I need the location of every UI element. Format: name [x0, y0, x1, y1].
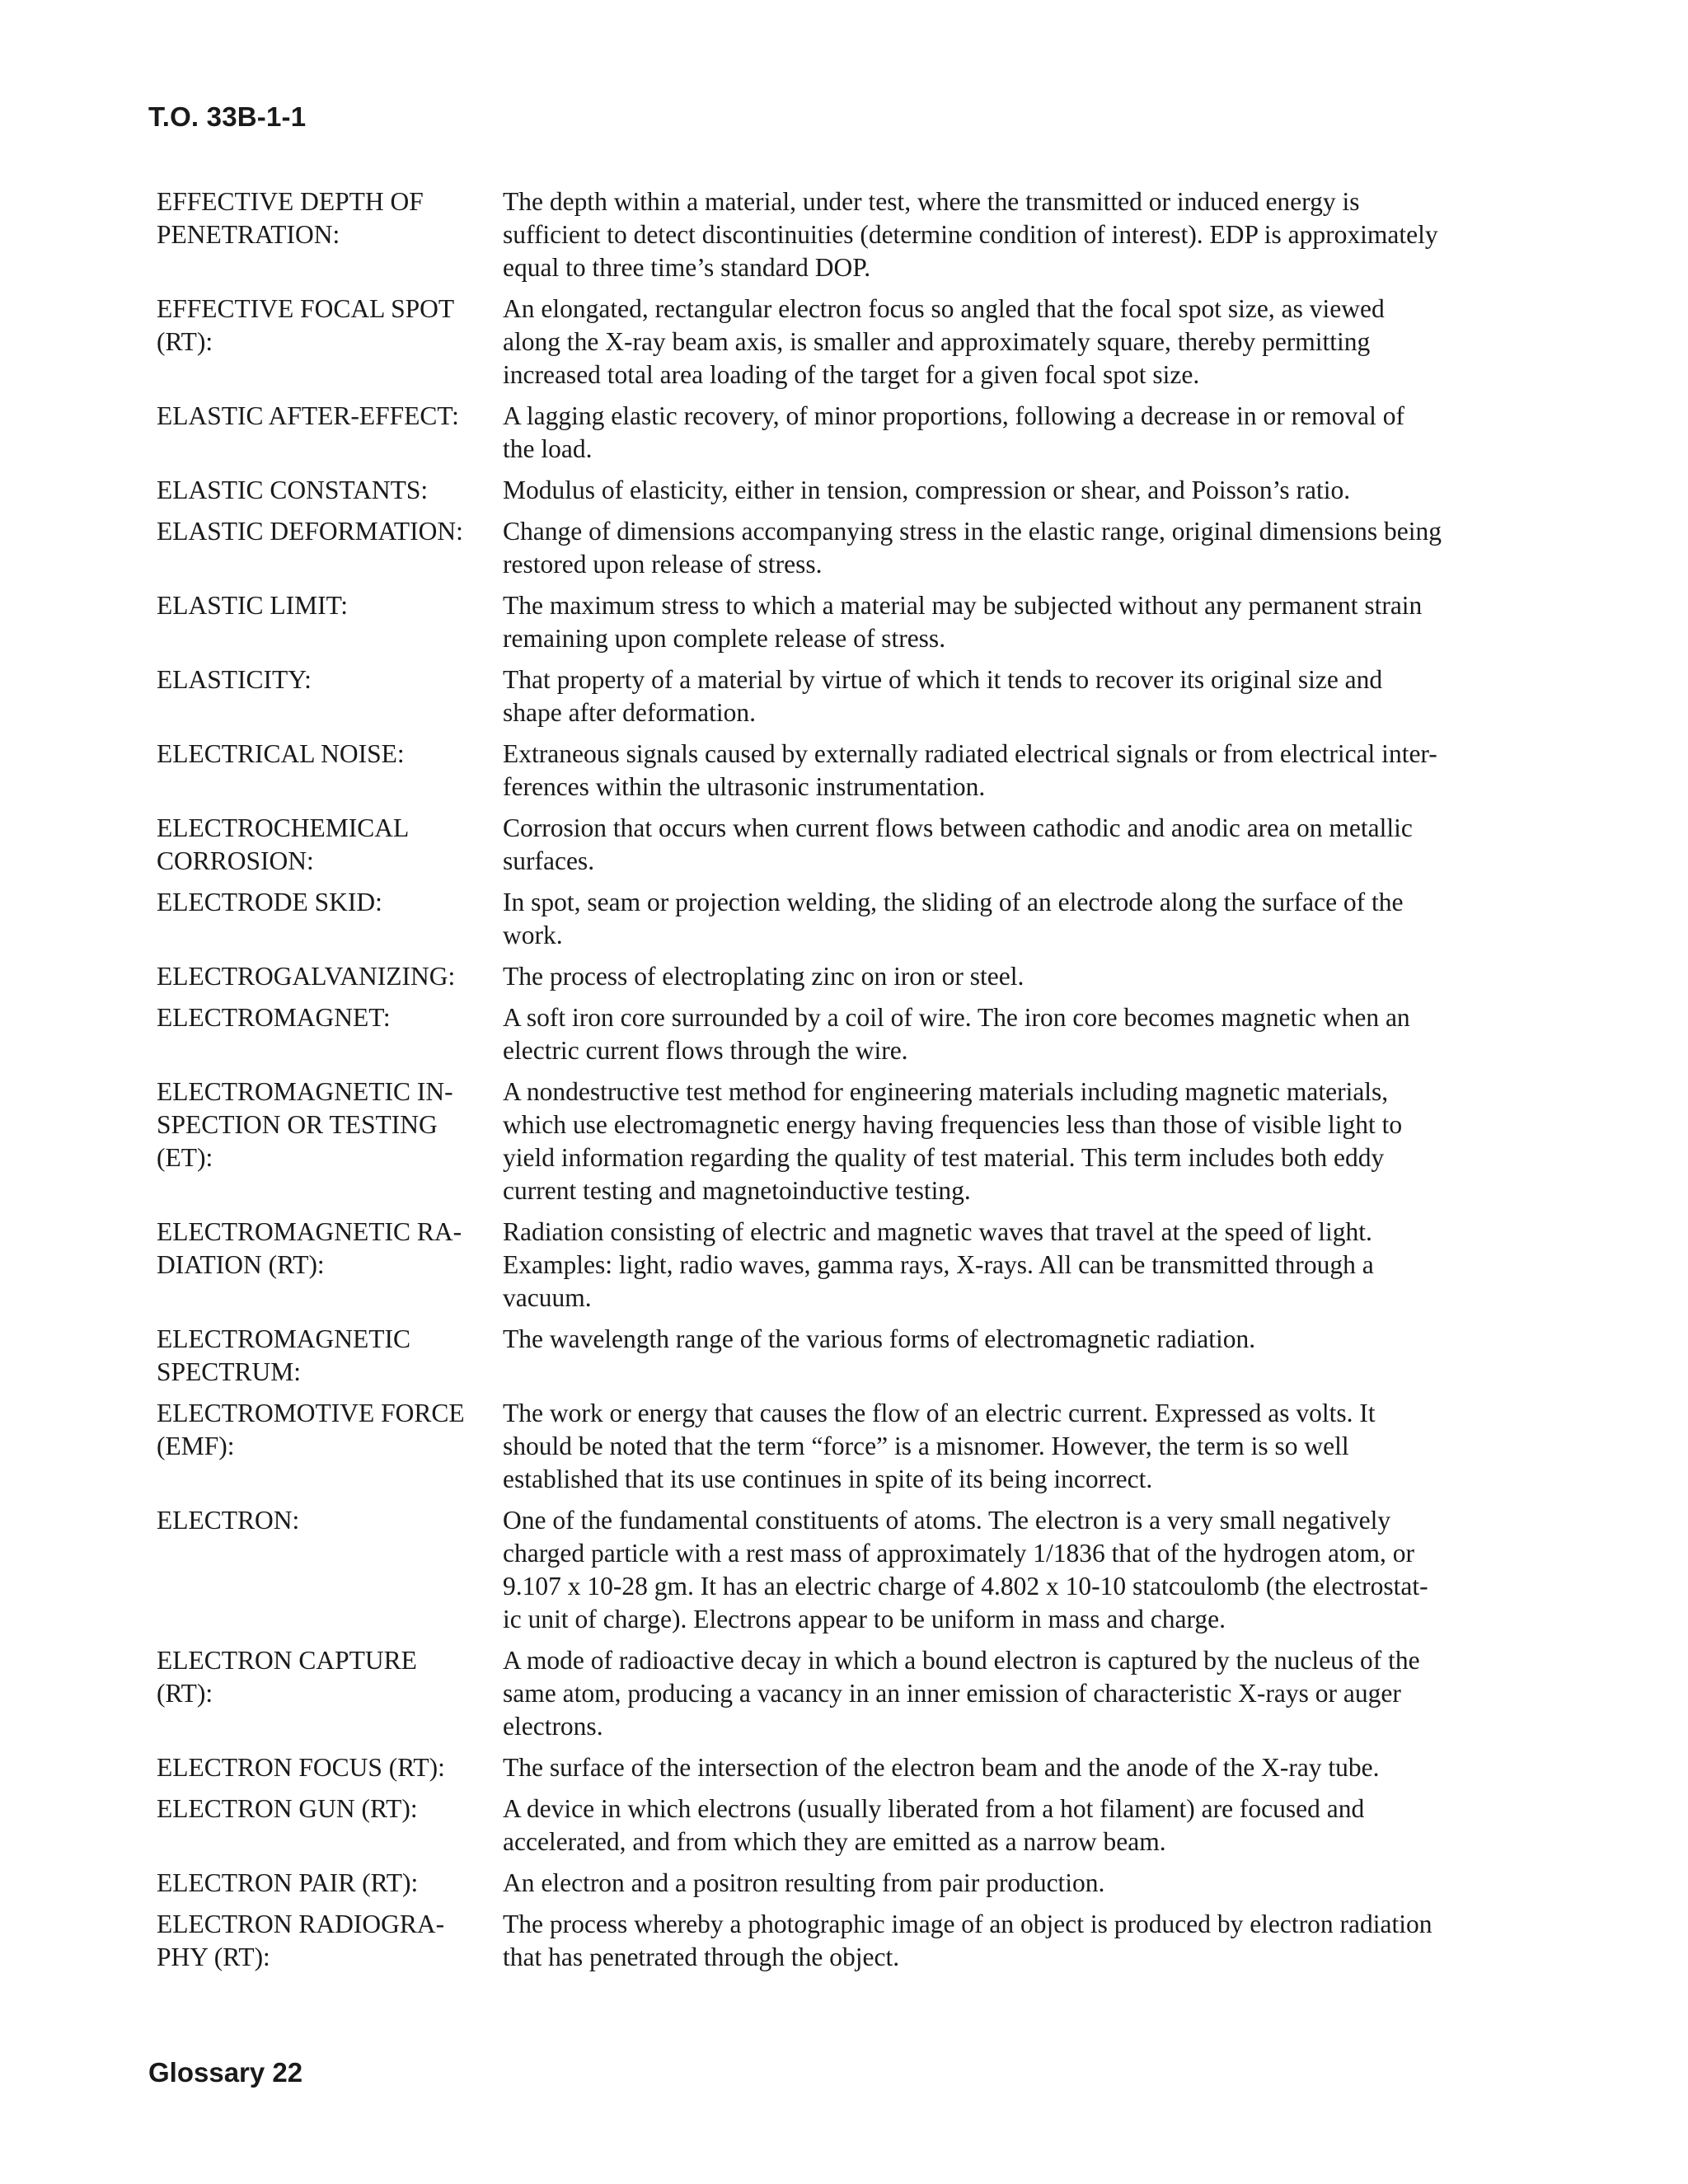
glossary-definition: The wavelength range of the various forms of electromagnetic radiation.	[503, 1324, 1256, 1353]
glossary-definition: The process of electroplating zinc on iron or steel.	[503, 962, 1025, 991]
glossary-definition: A lagging elastic recovery, of minor proportions, following a decrease in or removal of the load.	[503, 401, 1404, 463]
document-number: T.O. 33B-1-1	[148, 101, 307, 132]
glossary-term: ELECTRICAL NOISE:	[157, 739, 405, 768]
glossary-entry	[157, 1397, 1533, 1496]
glossary-term: ELASTIC CONSTANTS:	[157, 476, 429, 504]
glossary-entry	[157, 1867, 1533, 1900]
glossary-definition: That property of a material by virtue of which it tends to recover its original size and shape after deformation.	[503, 665, 1383, 727]
glossary-definition: The maximum stress to which a material may be subjected without any permanent strain remaining upon complete release of stress.	[503, 591, 1423, 653]
glossary-entry	[157, 886, 1533, 952]
glossary-list	[157, 185, 1533, 1982]
glossary-entry	[157, 185, 1533, 284]
glossary-term: ELECTROMAGNETIC IN- SPECTION OR TESTING (ET):	[157, 1077, 453, 1172]
glossary-entry	[157, 1751, 1533, 1784]
glossary-definition: The depth within a material, under test, where the transmitted or induced energy is sufficient to detect discontinuities (determine condition of interest). EDP is approximately equal to three time’s standard DOP.	[503, 187, 1438, 282]
glossary-term: ELASTIC AFTER-EFFECT:	[157, 401, 459, 430]
glossary-definition: A nondestructive test method for engineering materials including magnetic materials, which use electromagnetic energy having frequencies less than those of visible light to yield information regarding the quality of test material. This term includes both eddy current testing and magnetoinductive testing.	[503, 1077, 1403, 1205]
glossary-term: ELECTROMAGNETIC RA- DIATION (RT):	[157, 1217, 462, 1279]
glossary-definition: An electron and a positron resulting from pair production.	[503, 1868, 1105, 1897]
glossary-definition: Corrosion that occurs when current flows between cathodic and anodic area on metallic surfaces.	[503, 813, 1413, 875]
glossary-definition: A soft iron core surrounded by a coil of wire. The iron core becomes magnetic when an electric current flows through the wire.	[503, 1003, 1410, 1065]
page-label: Glossary 22	[148, 2057, 303, 2088]
glossary-entry	[157, 1504, 1533, 1636]
glossary-entry	[157, 960, 1533, 993]
glossary-definition: The surface of the intersection of the electron beam and the anode of the X-ray tube.	[503, 1753, 1380, 1782]
glossary-term: ELECTROMAGNET:	[157, 1003, 391, 1032]
glossary-term: ELECTRON PAIR (RT):	[157, 1868, 419, 1897]
glossary-entry	[157, 293, 1533, 391]
glossary-definition: One of the fundamental constituents of atoms. The electron is a very small negatively charged particle with a rest mass of approximately 1/1836 that of the hydrogen atom, or 9.107 x 10-28 gm. It has an electric charge of 4.802 x 10-10 statcoulomb (the electrostat- ic unit of charge). Electrons appear to be uniform in mass and charge.	[503, 1506, 1428, 1633]
glossary-definition: The process whereby a photographic image of an object is produced by electron radiation that has penetrated through the object.	[503, 1910, 1432, 1971]
glossary-entry	[157, 663, 1533, 729]
glossary-definition: An elongated, rectangular electron focus so angled that the focal spot size, as viewed along the X-ray beam axis, is smaller and approximately square, thereby permitting increased total area loading of the target for a given focal spot size.	[503, 294, 1385, 389]
glossary-entry	[157, 474, 1533, 507]
glossary-entry	[157, 589, 1533, 655]
glossary-definition: A mode of radioactive decay in which a bound electron is captured by the nucleus of the same atom, producing a vacancy in an inner emission of characteristic X-rays or auger electrons.	[503, 1646, 1420, 1741]
glossary-entry	[157, 738, 1533, 804]
glossary-entry	[157, 1908, 1533, 1974]
glossary-term: ELECTROCHEMICAL CORROSION:	[157, 813, 410, 875]
glossary-entry	[157, 812, 1533, 878]
glossary-term: ELECTRODE SKID:	[157, 888, 382, 916]
glossary-entry	[157, 1076, 1533, 1207]
glossary-term: ELASTIC LIMIT:	[157, 591, 349, 620]
glossary-term: ELECTROMOTIVE FORCE (EMF):	[157, 1399, 465, 1460]
glossary-term: ELECTRON RADIOGRA- PHY (RT):	[157, 1910, 445, 1971]
glossary-entry	[157, 1001, 1533, 1067]
glossary-definition: Change of dimensions accompanying stress in the elastic range, original dimensions being restored upon release of stress.	[503, 517, 1442, 579]
glossary-entry	[157, 1323, 1533, 1389]
glossary-term: ELECTROGALVANIZING:	[157, 962, 456, 991]
glossary-entry	[157, 1216, 1533, 1315]
glossary-entry	[157, 1644, 1533, 1743]
glossary-entry	[157, 400, 1533, 466]
glossary-term: ELASTICITY:	[157, 665, 312, 694]
glossary-definition: Radiation consisting of electric and magnetic waves that travel at the speed of light. Examples: light, radio waves, gamma rays, X-rays. All can be transmitted through a vacuum.	[503, 1217, 1374, 1312]
glossary-definition: The work or energy that causes the flow of an electric current. Expressed as volts. It should be noted that the term “force” is a misnomer. However, the term is so well established that its use continues in spite of its being incorrect.	[503, 1399, 1376, 1493]
glossary-entry	[157, 515, 1533, 581]
glossary-entry	[157, 1793, 1533, 1858]
glossary-definition: Extraneous signals caused by externally radiated electrical signals or from electrical inter- ferences within the ultrasonic instrumentation.	[503, 739, 1437, 801]
glossary-term: ELASTIC DEFORMATION:	[157, 517, 463, 546]
glossary-term: EFFECTIVE FOCAL SPOT (RT):	[157, 294, 455, 356]
glossary-term: ELECTRON GUN (RT):	[157, 1794, 418, 1823]
glossary-definition: In spot, seam or projection welding, the sliding of an electrode along the surface of the work.	[503, 888, 1404, 949]
glossary-term: EFFECTIVE DEPTH OF PENETRATION:	[157, 187, 424, 249]
glossary-term: ELECTRON CAPTURE (RT):	[157, 1646, 417, 1708]
glossary-term: ELECTRON:	[157, 1506, 300, 1535]
glossary-term: ELECTROMAGNETIC SPECTRUM:	[157, 1324, 410, 1386]
glossary-definition: A device in which electrons (usually liberated from a hot filament) are focused and accelerated, and from which they are emitted as a narrow beam.	[503, 1794, 1365, 1856]
glossary-term: ELECTRON FOCUS (RT):	[157, 1753, 445, 1782]
glossary-definition: Modulus of elasticity, either in tension, compression or shear, and Poisson’s ratio.	[503, 476, 1351, 504]
